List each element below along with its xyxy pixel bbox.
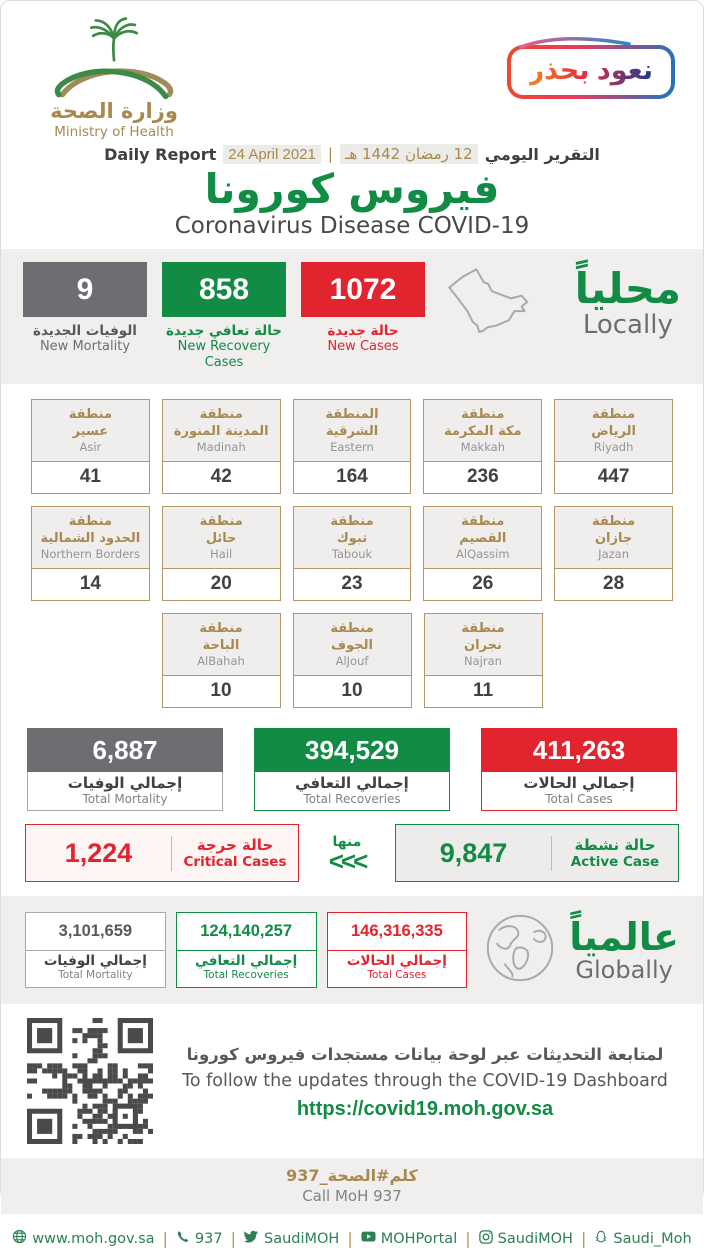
- regions-row-2: [31, 506, 673, 601]
- new-recoveries-stat: [162, 262, 286, 370]
- region-value: 28: [603, 573, 625, 595]
- total-recoveries-label-en: Total Recoveries: [303, 792, 401, 807]
- region-en: Najran: [464, 654, 502, 669]
- region-ar-line2: المدينة المنورة: [173, 423, 269, 439]
- region-ar-line2: نجران: [464, 637, 502, 653]
- call-moh-ar: كلم#الصحة_937: [286, 1166, 418, 1186]
- region-ar-line2: القصيم: [459, 530, 507, 546]
- region-ar-line2: تبوك: [336, 530, 368, 546]
- region-en: Makkah: [460, 440, 505, 455]
- footer-link-twitter[interactable]: [244, 1229, 339, 1248]
- footer-link-youtube[interactable]: [361, 1229, 458, 1248]
- region-ar-line2: الحدود الشمالية: [40, 530, 141, 546]
- total-cases-label-ar: إجمالي الحالات: [523, 774, 635, 793]
- region-en: Riyadh: [593, 440, 634, 455]
- region-ar-line2: جازان: [594, 530, 633, 546]
- date-separator: |: [327, 145, 333, 163]
- ministry-name-arabic: وزارة الصحة: [50, 99, 178, 123]
- footer-separator: |: [347, 1229, 353, 1248]
- saudi-arabia-map-icon: [440, 264, 540, 354]
- region-value: 23: [341, 573, 363, 595]
- critical-cases-value: 1,224: [64, 837, 133, 868]
- global-mortality-card: [25, 912, 166, 988]
- global-recoveries-value: 124,140,257: [200, 922, 292, 941]
- new-recoveries-label-ar: حالة تعافي جديدة: [165, 323, 283, 340]
- page-title-arabic: فيروس كورونا: [204, 165, 500, 213]
- gregorian-date: 24 April 2021: [223, 145, 321, 164]
- region-card-northern-borders: [31, 506, 150, 601]
- dashboard-text-en: To follow the updates through the COVID-19 Dashboard: [182, 1071, 668, 1092]
- new-cases-label-ar: حالة جديدة: [327, 323, 399, 340]
- new-mortality-label-en: New Mortality: [39, 339, 131, 355]
- region-ar-line1: منطقة: [68, 406, 113, 422]
- critical-cases-box: [25, 824, 299, 882]
- total-recoveries-label-ar: إجمالي التعافي: [295, 774, 409, 793]
- global-cases-label-en: Total Cases: [367, 969, 427, 982]
- region-card-riyadh: [554, 399, 673, 494]
- active-cases-value: 9,847: [439, 837, 508, 868]
- footer-separator: |: [162, 1229, 168, 1248]
- region-ar-line1: منطقة: [199, 406, 243, 422]
- footer-link-snapchat[interactable]: [594, 1230, 691, 1248]
- total-mortality-card: [27, 728, 223, 811]
- footer-separator: |: [230, 1229, 236, 1248]
- region-ar-line1: منطقة: [591, 513, 636, 529]
- global-cases-value: 146,316,335: [350, 922, 443, 941]
- total-mortality-label-en: Total Mortality: [82, 792, 168, 807]
- qr-code: [27, 1018, 153, 1148]
- region-value: 10: [210, 680, 232, 702]
- regions-grid: [1, 384, 703, 724]
- critical-active-row: [1, 811, 703, 888]
- region-card-albahah: [162, 613, 281, 708]
- ministry-name-english: Ministry of Health: [54, 124, 174, 140]
- region-ar-line1: منطقة: [199, 620, 243, 636]
- header: [1, 1, 703, 140]
- region-ar-line1: منطقة: [461, 620, 505, 636]
- footer-link-instagram[interactable]: [479, 1230, 573, 1248]
- global-cases-label-ar: إجمالي الحالات: [346, 953, 447, 970]
- new-cases-label-en: New Cases: [327, 339, 399, 355]
- regions-row-3: [31, 613, 673, 708]
- footer-separator: |: [580, 1229, 587, 1248]
- globally-label-en: Globally: [575, 956, 673, 985]
- global-recoveries-card: [176, 912, 317, 988]
- region-ar-line1: منطقة: [591, 406, 636, 422]
- footer-link-label: www.moh.gov.sa: [32, 1230, 155, 1247]
- region-ar-line1: منطقة: [68, 513, 113, 529]
- new-mortality-value: 9: [23, 262, 147, 317]
- date-row: [1, 144, 703, 164]
- region-en: Tabouk: [331, 547, 373, 562]
- footer-separator: |: [465, 1229, 471, 1248]
- chevrons-left-icon: <<<: [328, 846, 366, 877]
- locally-section: [1, 249, 703, 384]
- total-cases-card: [481, 728, 677, 811]
- local-totals-row: [1, 724, 703, 811]
- region-card-jazan: [554, 506, 673, 601]
- region-en: Jazan: [598, 547, 629, 562]
- active-cases-label-ar: حالة نشطة: [574, 836, 656, 855]
- region-card-najran: [424, 613, 543, 708]
- locally-label-en: Locally: [582, 310, 673, 341]
- total-cases-label-en: Total Cases: [545, 792, 613, 807]
- region-en: Asir: [79, 440, 102, 455]
- region-card-madinah: [162, 399, 281, 494]
- region-en: AlQassim: [456, 547, 510, 562]
- region-en: AlJouf: [335, 654, 369, 669]
- region-card-tabouk: [293, 506, 412, 601]
- footer-link-label: Saudi_Moh: [613, 1230, 692, 1247]
- region-ar-line2: الرياض: [591, 423, 636, 439]
- new-recoveries-label-en: New Recovery Cases: [177, 339, 271, 370]
- critical-cases-label-en: Critical Cases: [183, 854, 287, 871]
- total-cases-value: 411,263: [481, 728, 677, 772]
- new-cases-stat: [301, 262, 425, 355]
- region-en: Eastern: [330, 440, 374, 455]
- active-cases-box: [395, 824, 679, 882]
- region-card-hail: [162, 506, 281, 601]
- global-cases-card: [327, 912, 468, 988]
- globe-icon: [12, 1229, 27, 1248]
- dashboard-url-link[interactable]: https://covid19.moh.gov.sa: [296, 1098, 554, 1121]
- snapchat-icon: [594, 1230, 608, 1248]
- total-mortality-value: 6,887: [27, 728, 223, 772]
- region-ar-line1: منطقة: [461, 406, 505, 422]
- locally-label: [575, 262, 681, 340]
- hijri-date: 12 رمضان 1442 هـ: [340, 144, 478, 164]
- global-recoveries-label-ar: إجمالي التعافي: [194, 953, 298, 970]
- phone-icon: [176, 1230, 190, 1248]
- footer-link-label: SaudiMOH: [497, 1230, 573, 1247]
- call-moh-band: [1, 1158, 703, 1214]
- dashboard-section: [1, 1004, 703, 1154]
- youtube-icon: [361, 1229, 376, 1248]
- region-value: 20: [210, 573, 232, 595]
- region-value: 14: [79, 573, 101, 595]
- region-ar-line2: مكة المكرمة: [443, 423, 522, 439]
- critical-cases-label-ar: حالة حرجة: [196, 836, 274, 855]
- region-en: Northern Borders: [40, 547, 141, 562]
- global-mortality-value: 3,101,659: [58, 922, 133, 941]
- total-mortality-label-ar: إجمالي الوفيات: [67, 774, 183, 793]
- footer-link-label: MOHPortal: [380, 1230, 458, 1247]
- region-ar-line2: الشرقية: [325, 423, 379, 439]
- instagram-icon: [479, 1230, 493, 1248]
- page-title-english: Coronavirus Disease COVID-19: [174, 213, 530, 240]
- region-ar-line2: حائل: [205, 530, 237, 546]
- region-value: 164: [336, 466, 368, 488]
- globally-label-ar: عالمياً: [569, 914, 680, 959]
- badge-swoosh-icon: [515, 35, 635, 49]
- region-card-makkah: [423, 399, 542, 494]
- globally-label: [569, 914, 680, 985]
- locally-label-ar: محلياً: [574, 264, 681, 314]
- region-value: 26: [472, 573, 494, 595]
- region-value: 42: [210, 466, 232, 488]
- call-moh-en: Call MoH 937: [302, 1187, 402, 1206]
- active-cases-label-en: Active Case: [570, 854, 660, 871]
- of-which-indicator: [307, 834, 387, 877]
- footer-link-label: 937: [194, 1230, 223, 1247]
- region-card-aljouf: [293, 613, 412, 708]
- region-en: AlBahah: [197, 654, 245, 669]
- region-ar-line2: الجوف: [331, 637, 373, 653]
- footer-link-website[interactable]: [12, 1229, 154, 1248]
- footer-link-phone[interactable]: [176, 1230, 223, 1248]
- of-which-label-ar: منها: [332, 834, 362, 851]
- dashboard-text-ar: لمتابعة التحديثات عبر لوحة بيانات مستجدات فيروس كورونا: [186, 1045, 664, 1065]
- region-card-eastern: [293, 399, 412, 494]
- region-value: 236: [466, 466, 499, 488]
- region-card-alqassim: [423, 506, 542, 601]
- daily-report-label-en: Daily Report: [104, 144, 217, 164]
- badge-label: نعود بحذر: [528, 55, 653, 85]
- footer-link-label: SaudiMOH: [264, 1230, 340, 1247]
- region-ar-line2: الباحة: [202, 637, 240, 653]
- global-mortality-label-ar: إجمالي الوفيات: [43, 953, 147, 970]
- new-mortality-stat: [23, 262, 147, 355]
- region-ar-line1: منطقة: [330, 513, 374, 529]
- total-recoveries-card: [254, 728, 450, 811]
- global-mortality-label-en: Total Mortality: [58, 969, 133, 982]
- new-recoveries-value: 858: [162, 262, 286, 317]
- region-en: Hail: [210, 547, 233, 562]
- region-value: 41: [79, 466, 101, 488]
- region-en: Madinah: [196, 440, 246, 455]
- twitter-icon: [244, 1229, 259, 1248]
- region-value: 447: [597, 466, 630, 488]
- new-cases-value: 1072: [301, 262, 425, 317]
- total-recoveries-value: 394,529: [254, 728, 450, 772]
- region-ar-line1: منطقة: [330, 620, 374, 636]
- footer-links: [1, 1214, 703, 1248]
- return-with-caution-badge: [507, 45, 675, 99]
- globally-section: [1, 896, 703, 1004]
- regions-row-1: [31, 399, 673, 494]
- region-ar-line2: عسير: [72, 423, 109, 439]
- region-value: 10: [341, 680, 363, 702]
- globe-icon: [481, 909, 559, 991]
- region-ar-line1: المنطقة: [325, 406, 379, 422]
- daily-report-label-ar: التقرير اليومي: [484, 144, 600, 164]
- global-recoveries-label-en: Total Recoveries: [203, 969, 289, 982]
- moh-logo: [29, 15, 199, 140]
- new-mortality-label-ar: الوفيات الجديدة: [33, 323, 137, 340]
- region-ar-line1: منطقة: [199, 513, 243, 529]
- region-ar-line1: منطقة: [461, 513, 505, 529]
- region-card-asir: [31, 399, 150, 494]
- region-value: 11: [472, 680, 494, 702]
